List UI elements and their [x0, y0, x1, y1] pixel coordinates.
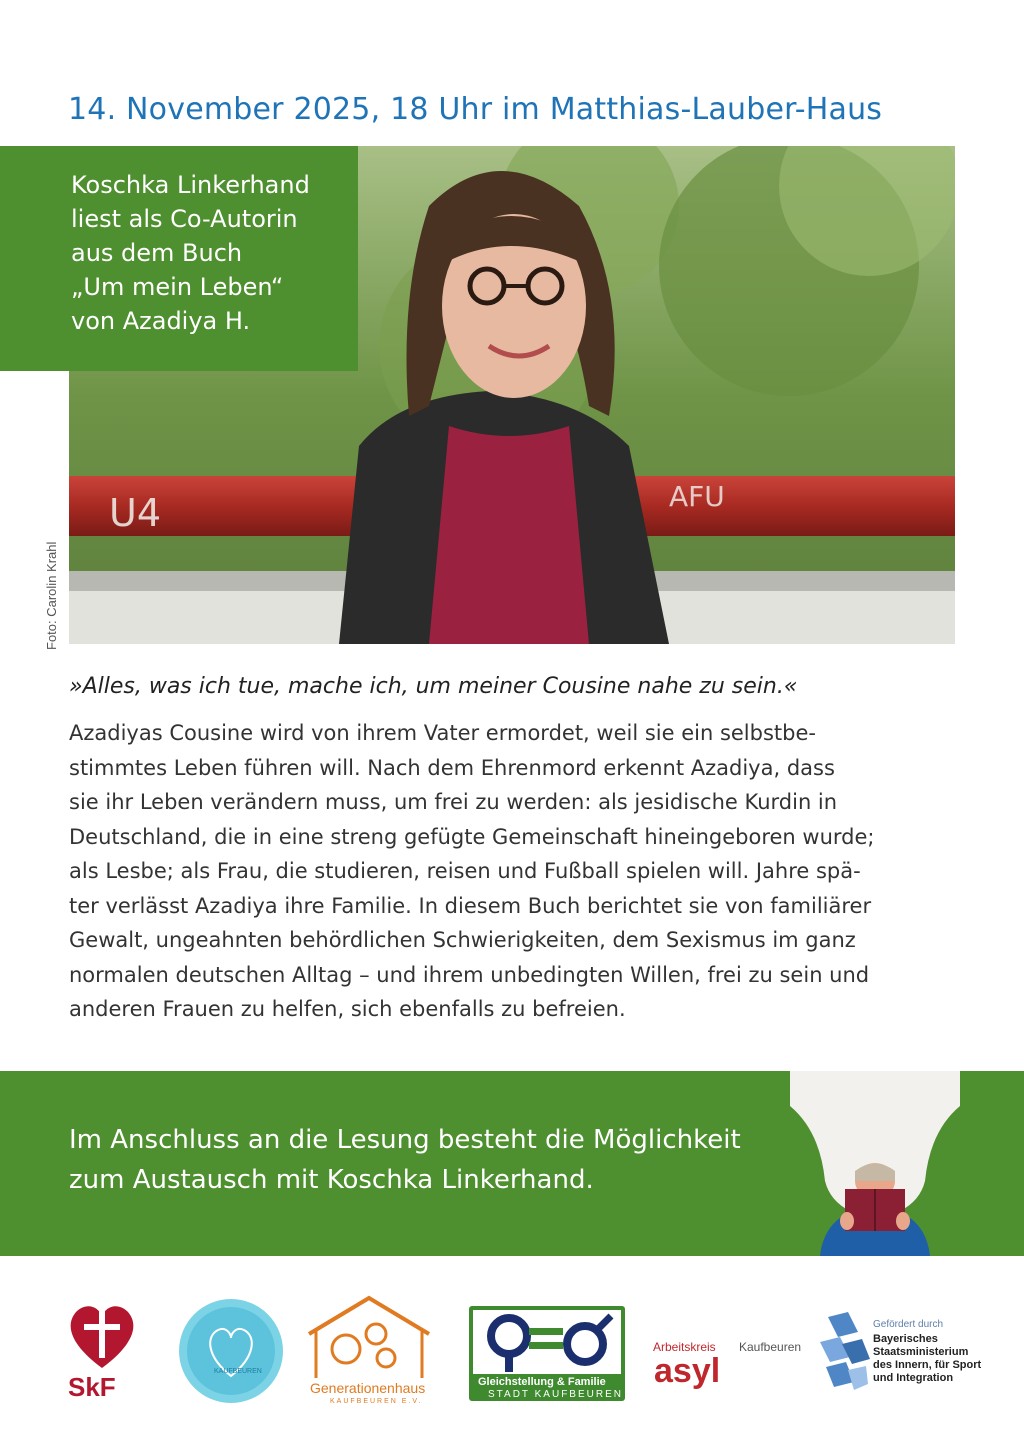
description-line: Deutschland, die in eine streng gefügte Gemeinschaft hineingeboren wurde;	[69, 824, 875, 849]
vielfalt-logo	[176, 1296, 286, 1411]
bavaria-logo	[818, 1312, 870, 1397]
intro-line: liest als Co-Autorin	[71, 205, 298, 233]
description-line: Azadiyas Cousine wird von ihrem Vater ermordet, weil sie ein selbstbe-	[69, 721, 816, 745]
house-icon	[304, 1294, 434, 1384]
description-line: als Lesbe; als Frau, die studieren, reisen und Fußball spielen will. Jahre spä-	[69, 859, 861, 883]
gleichstellung-sub: STADT KAUFBEUREN	[488, 1389, 623, 1400]
footer-line: Im Anschluss an die Lesung besteht die Möglichkeit	[69, 1125, 741, 1155]
bavaria-line: Staatsministerium	[873, 1346, 969, 1358]
intro-text	[71, 168, 310, 338]
description-line: stimmtes Leben führen will. Nach dem Ehrenmord erkennt Azadiya, dass	[69, 755, 835, 780]
svg-text:AFU: AFU	[669, 480, 725, 513]
intro-line: Koschka Linkerhand	[71, 171, 310, 199]
green-accent-bar	[0, 146, 69, 371]
reader-illustration	[790, 1071, 960, 1256]
intro-box	[69, 146, 358, 371]
intro-line: aus dem Buch	[71, 239, 243, 267]
bavaria-line: Bayerisches	[873, 1333, 938, 1345]
bavaria-pre: Gefördert durch	[873, 1319, 944, 1330]
svg-text:U4: U4	[109, 491, 161, 535]
generationenhaus-label: Generationenhaus	[310, 1380, 426, 1396]
asyl-prefix: Arbeitskreis	[653, 1340, 716, 1354]
asyl-city: Kaufbeuren	[739, 1340, 802, 1354]
description-line: anderen Frauen zu helfen, sich ebenfalls zu befreien.	[69, 997, 626, 1021]
description-line: normalen deutschen Alltag – und ihrem unbedingten Willen, frei zu sein und	[69, 962, 870, 987]
description-line: sie ihr Leben verändern muss, um frei zu werden: als jesidische Kurdin in	[69, 790, 838, 814]
reading-woman-icon	[790, 1071, 960, 1256]
bavaria-text	[873, 1333, 981, 1385]
intro-line: von Azadiya H.	[71, 307, 251, 335]
footer-line: zum Austausch mit Koschka Linkerhand.	[69, 1165, 594, 1195]
generationenhaus-logo	[304, 1294, 434, 1389]
skf-logo	[62, 1296, 142, 1381]
bavaria-line: und Integration	[873, 1372, 954, 1384]
skf-label: SkF	[68, 1372, 116, 1402]
description-line: ter verlässt Azadiya ihre Familie. In diesem Buch berichtet sie von familiärer	[69, 893, 872, 918]
gleichstellung-label: Gleichstellung & Familie	[478, 1376, 606, 1388]
description-line: Gewalt, ungeahnten behördlichen Schwierigkeiten, dem Sexismus im ganz	[69, 928, 856, 952]
vielfalt-city: KAUFBEUREN	[214, 1368, 262, 1375]
generationenhaus-sub: KAUFBEUREN E.V.	[330, 1398, 423, 1405]
footer-text	[69, 1120, 741, 1200]
bavaria-line: des Innern, für Sport	[873, 1359, 982, 1371]
skf-heart-icon	[62, 1296, 142, 1376]
asyl-logo-word: asyl	[654, 1352, 721, 1390]
photo-credit: Foto: Carolin Krahl	[44, 541, 59, 650]
book-description	[69, 716, 949, 1027]
bavaria-lozenge-icon	[818, 1312, 870, 1392]
book-quote: »Alles, was ich tue, mache ich, um meiner Cousine nahe zu sein.«	[69, 674, 798, 699]
event-headline: 14. November 2025, 18 Uhr im Matthias-Lauber-Haus	[68, 92, 883, 127]
vielfalt-circle-icon	[176, 1296, 286, 1406]
intro-line: „Um mein Leben“	[71, 273, 284, 301]
